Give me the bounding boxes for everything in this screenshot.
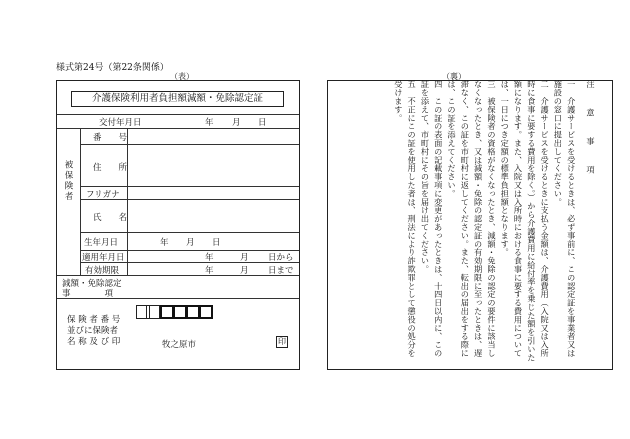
notes-text — [333, 80, 603, 365]
note-item: 四 この証の表面の記載事項に変更があったときは、十四日以内に、この証を添えて、市町村にその旨を届け出てください。 — [420, 80, 444, 358]
seal-box: 印 — [278, 337, 286, 346]
insurer-number-box — [199, 305, 213, 319]
insurer-name: 牧之原市 — [162, 340, 197, 350]
apply-day: 日から — [268, 253, 294, 263]
card-title: 介護保険利用者負担額減額・免除認定証 — [71, 91, 284, 107]
insurer-label-1: 保 険 者 番 号 — [67, 315, 121, 325]
back-side-label: （裏） — [442, 72, 466, 81]
apply-date-label: 適用年月日 — [82, 253, 125, 263]
issue-date-label: 交付年月日 — [99, 118, 142, 128]
birth-day: 日 — [212, 238, 221, 248]
valid-year: 年 — [205, 266, 214, 276]
note-item: 二 介護サービスを受けるときに支払う金額は、介護費用（入院又は入所時に食事に要する費用を除く。）から介護費用に給付率を乗じた額を引いた額になります。また、入院又は入所時における食事に要する費用については、一日につき定額の標準負担額となります。 — [500, 80, 551, 362]
issue-day: 日 — [258, 118, 267, 128]
birth-year: 年 — [160, 238, 169, 248]
furigana-label: フリガナ — [86, 190, 120, 200]
birth-month: 月 — [186, 238, 195, 248]
number-label: 番 号 — [93, 133, 128, 143]
insurer-number-box — [160, 305, 174, 319]
form-number: 様式第24号（第22条関係） — [56, 63, 169, 73]
valid-month: 月 — [240, 266, 249, 276]
notes-title: 注 意 事 項 — [586, 80, 596, 180]
insurer-number-box — [146, 305, 160, 319]
insurer-number-box — [173, 305, 187, 319]
reduction-items-label-2: 事 項 — [62, 289, 114, 299]
insurer-label-3: 名 称 及 び 印 — [67, 337, 121, 347]
note-item: 三 被保険者の資格がなくなったとき、減額・免除の認定の要件に該当しなくなったとき、又は減額・免除の認定証の有効期限に至ったときは、遅滞なく、この証を市町村に返してください。また、転出の届出をする際には、この証を添えてください。 — [447, 80, 497, 358]
note-item: 一 介護サービスを受けるときは、必ず事前に、この認定証を事業者又は施設の窓口に提出してください。 — [553, 80, 577, 358]
insurer-label-2: 並びに保険者 — [67, 326, 119, 336]
valid-until-label: 有効期限 — [85, 266, 120, 276]
birth-date-label: 生年月日 — [84, 238, 119, 248]
issue-year: 年 — [205, 118, 214, 128]
apply-month: 月 — [240, 253, 249, 263]
name-label: 氏 名 — [93, 213, 128, 223]
note-item: 五 不正にこの証を使用した者は、刑法により詐欺罪として懲役の処分を受けます。 — [393, 80, 418, 358]
reduction-items-label-1: 減額・免除認定 — [62, 279, 122, 289]
front-side-label: （表） — [170, 72, 194, 81]
valid-day: 日まで — [268, 266, 294, 276]
address-label: 住 所 — [93, 163, 128, 173]
apply-year: 年 — [205, 253, 214, 263]
insured-label: 被保険者 — [63, 160, 73, 202]
insurer-number-box — [186, 305, 200, 319]
issue-month: 月 — [232, 118, 241, 128]
